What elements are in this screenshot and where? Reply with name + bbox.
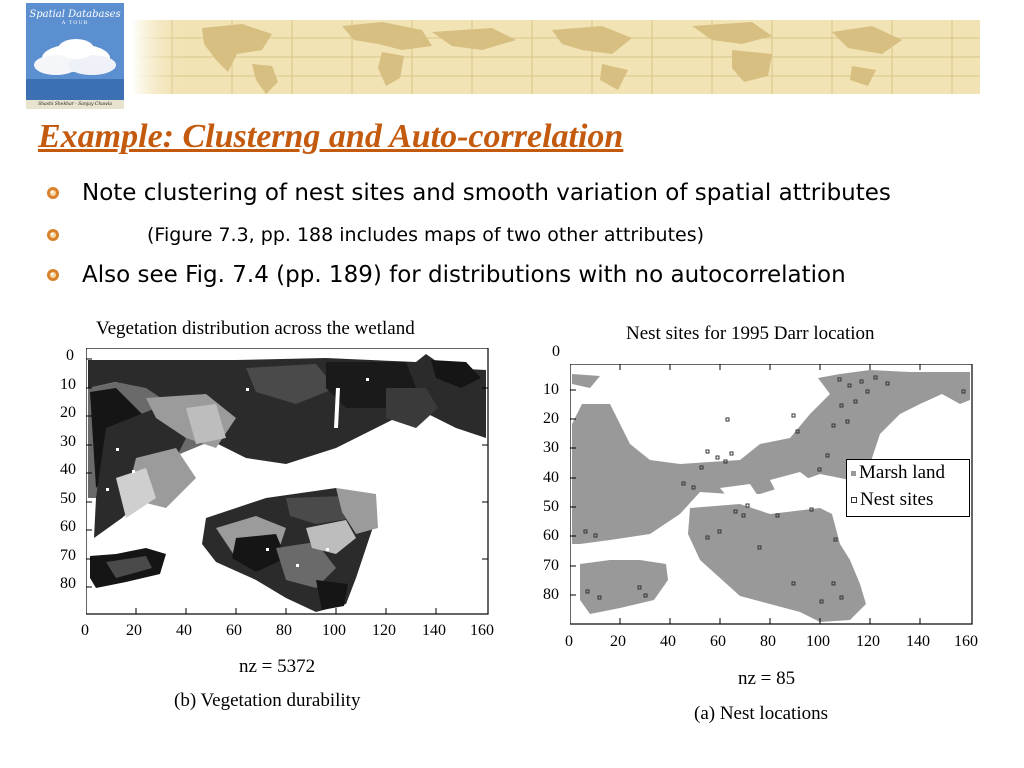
- bullet-text: (Figure 7.3, pp. 188 includes maps of two other attributes): [147, 224, 705, 246]
- marsh-land-swatch: [851, 471, 856, 476]
- legend-label: Marsh land: [859, 462, 946, 483]
- y-tick-label: 60: [60, 518, 76, 535]
- nest-sites-caption: (a) Nest locations: [694, 703, 829, 724]
- x-tick-label: 40: [176, 622, 192, 639]
- x-tick-label: 100: [322, 622, 346, 639]
- x-tick-label: 140: [906, 633, 930, 650]
- legend-label: Nest sites: [860, 489, 934, 510]
- nest-sites-legend: [846, 459, 970, 517]
- book-cover-image: [26, 3, 124, 109]
- y-tick-label: 20: [543, 410, 559, 427]
- y-tick-label: 50: [60, 490, 76, 507]
- x-tick-label: 60: [710, 633, 726, 650]
- x-tick-label: 20: [610, 633, 626, 650]
- slide-title: Example: Clusterng and Auto-correlation: [38, 118, 624, 155]
- world-map-strip: [132, 20, 980, 94]
- x-tick-label: 100: [806, 633, 830, 650]
- y-tick-label: 20: [60, 404, 76, 421]
- bullet-dot-icon: [46, 268, 60, 282]
- book-subtitle: A TOUR: [61, 20, 89, 26]
- y-tick-label: 0: [66, 347, 74, 364]
- y-tick-label: 30: [543, 439, 559, 456]
- x-tick-label: 20: [126, 622, 142, 639]
- x-tick-label: 120: [856, 633, 880, 650]
- slide-banner: [0, 0, 1024, 112]
- y-tick-label: 40: [543, 469, 559, 486]
- x-tick-label: 120: [372, 622, 396, 639]
- book-authors: Shashi Shekhar · Sanjay Chawla: [26, 100, 124, 109]
- book-title: Spatial Databases: [29, 9, 121, 20]
- bullet-dot-icon: [46, 186, 60, 200]
- vegetation-nz-label: nz = 5372: [239, 656, 316, 677]
- bullet-item: [46, 262, 846, 288]
- bullet-item: [46, 224, 704, 246]
- x-tick-label: 0: [81, 622, 89, 639]
- y-tick-label: 10: [60, 376, 76, 393]
- y-tick-label: 10: [543, 381, 559, 398]
- y-tick-label: 70: [60, 547, 76, 564]
- bullet-text: Also see Fig. 7.4 (pp. 189) for distributions with no autocorrelation: [82, 262, 846, 288]
- x-tick-label: 40: [660, 633, 676, 650]
- nest-sites-nz-label: nz = 85: [738, 668, 796, 689]
- nest-sites-figure-title: Nest sites for 1995 Darr location: [626, 323, 875, 344]
- y-tick-label: 0: [552, 343, 560, 360]
- x-tick-label: 160: [470, 622, 494, 639]
- y-tick-label: 60: [543, 527, 559, 544]
- y-tick-label: 80: [60, 575, 76, 592]
- x-tick-label: 80: [760, 633, 776, 650]
- vegetation-map: [86, 348, 490, 616]
- vegetation-figure-title: Vegetation distribution across the wetland: [96, 318, 415, 339]
- nest-site-marker: [851, 497, 857, 503]
- y-tick-label: 70: [543, 557, 559, 574]
- vegetation-caption: (b) Vegetation durability: [174, 690, 361, 711]
- x-tick-label: 60: [226, 622, 242, 639]
- x-tick-label: 140: [422, 622, 446, 639]
- x-tick-label: 160: [954, 633, 978, 650]
- y-tick-label: 80: [543, 586, 559, 603]
- x-tick-label: 80: [276, 622, 292, 639]
- bullet-text: Note clustering of nest sites and smooth variation of spatial attributes: [82, 180, 891, 206]
- y-tick-label: 30: [60, 433, 76, 450]
- bullet-dot-icon: [46, 228, 60, 242]
- x-tick-label: 0: [565, 633, 573, 650]
- y-tick-label: 50: [543, 498, 559, 515]
- legend-item-nest-sites: [851, 489, 933, 511]
- y-tick-label: 40: [60, 461, 76, 478]
- bullet-item: [46, 180, 891, 206]
- legend-item-marsh-land: [851, 462, 945, 484]
